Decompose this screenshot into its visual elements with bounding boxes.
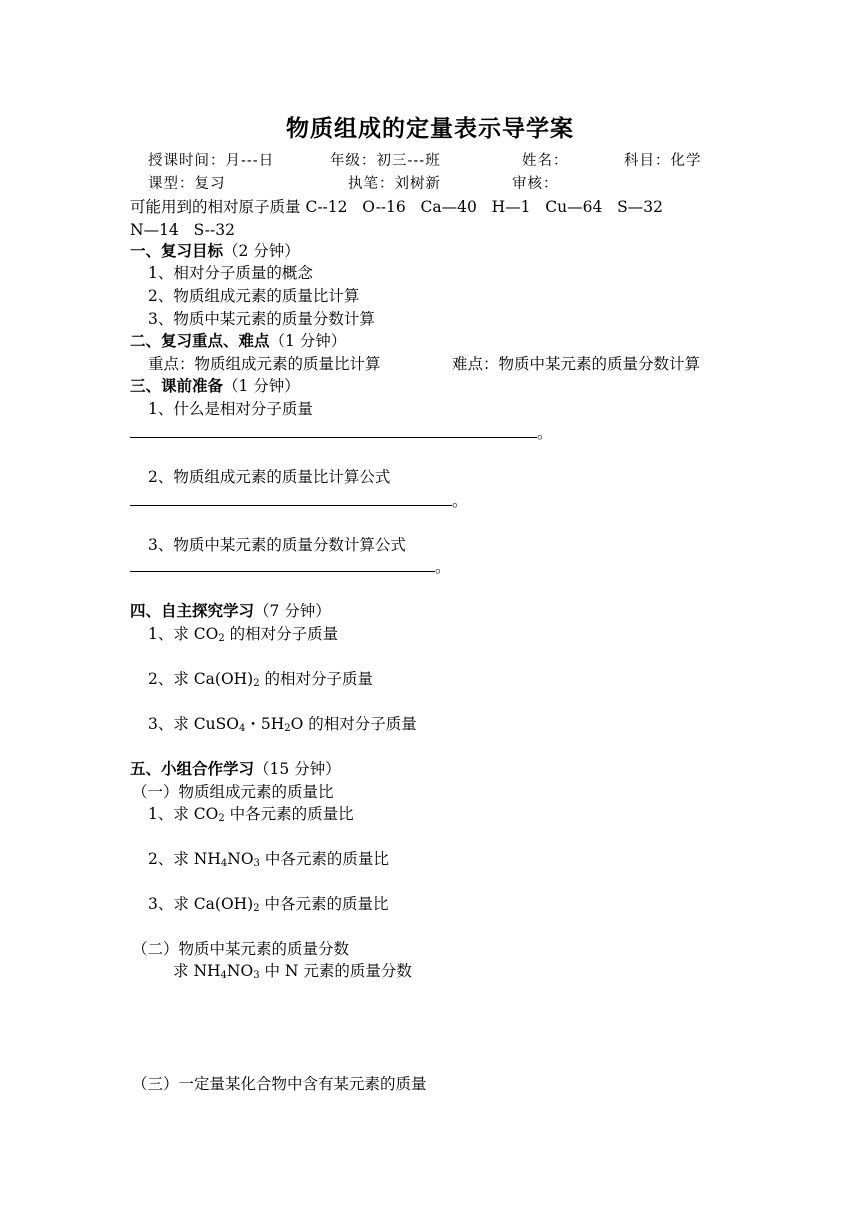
answer-line-3[interactable]: 。 [130,556,451,578]
group-question-2: 2、求 $NH_4NO_3$ 中各元素的质量比 [148,850,389,869]
answer-blank-1[interactable] [130,425,537,438]
section-3-heading: 三、课前准备（1 分钟） [130,376,300,395]
part-1-heading: （一）物质组成元素的质量比 [132,783,334,801]
group-question-1: 1、求 $CO_2$ 中各元素的质量比 [148,805,354,824]
explore-question-1: 1、求 $CO_2$ 的相对分子质量 [148,625,339,644]
atomic-masses-values-1: C--12 O--16 Ca—40 H—1 Cu—64 S—32 [305,198,663,216]
prep-question-3: 3、物质中某元素的质量分数计算公式 [148,536,406,554]
atomic-masses-values-2: N—14 S--32 [130,221,235,239]
prep-question-2: 2、物质组成元素的质量比计算公式 [148,468,391,486]
grade: 年级：初三---班 [330,153,441,169]
section-2-heading: 二、复习重点、难点（1 分钟） [130,331,347,350]
page-title: 物质组成的定量表示导学案 [286,115,574,142]
answer-blank-3[interactable] [130,559,435,572]
class-type: 课型：复习 [148,176,226,192]
section-4-heading: 四、自主探究学习（7 分钟） [130,601,331,620]
subject: 科目：化学 [624,153,702,169]
student-name: 姓名： [522,153,569,169]
section-1-item-2: 2、物质组成元素的质量比计算 [148,287,360,305]
section-1-heading: 一、复习目标（2 分钟） [130,241,300,260]
section-5-heading: 五、小组合作学习（15 分钟） [130,759,341,778]
prep-question-1: 1、什么是相对分子质量 [148,400,313,418]
section-1-item-1: 1、相对分子质量的概念 [148,264,313,282]
key-point: 重点：物质组成元素的质量比计算 [148,355,381,373]
group-question-3: 3、求 $Ca(OH)_2$ 中各元素的质量比 [148,895,389,914]
review: 审核： [512,176,559,192]
atomic-masses-line-1 [130,196,663,218]
answer-line-1[interactable]: 。 [130,422,553,444]
difficult-point: 难点：物质中某元素的质量分数计算 [452,355,701,373]
teach-time: 授课时间：月---日 [148,153,275,169]
answer-line-2[interactable]: 。 [130,490,468,512]
author: 执笔：刘树新 [348,176,441,192]
answer-blank-2[interactable] [130,493,452,506]
part-2-heading: （二）物质中某元素的质量分数 [132,940,350,958]
explore-question-3: 3、求 CuSO$_4$・$5H_2O$ 的相对分子质量 [148,715,417,734]
section-1-item-3: 3、物质中某元素的质量分数计算 [148,310,375,328]
part-2-question: 求 $NH_4NO_3$ 中 N 元素的质量分数 [173,962,412,981]
part-3-heading: （三）一定量某化合物中含有某元素的质量 [132,1075,427,1093]
atomic-masses-label: 可能用到的相对原子质量 [130,198,301,216]
explore-question-2: 2、求 $Ca(OH)_2$ 的相对分子质量 [148,670,374,689]
